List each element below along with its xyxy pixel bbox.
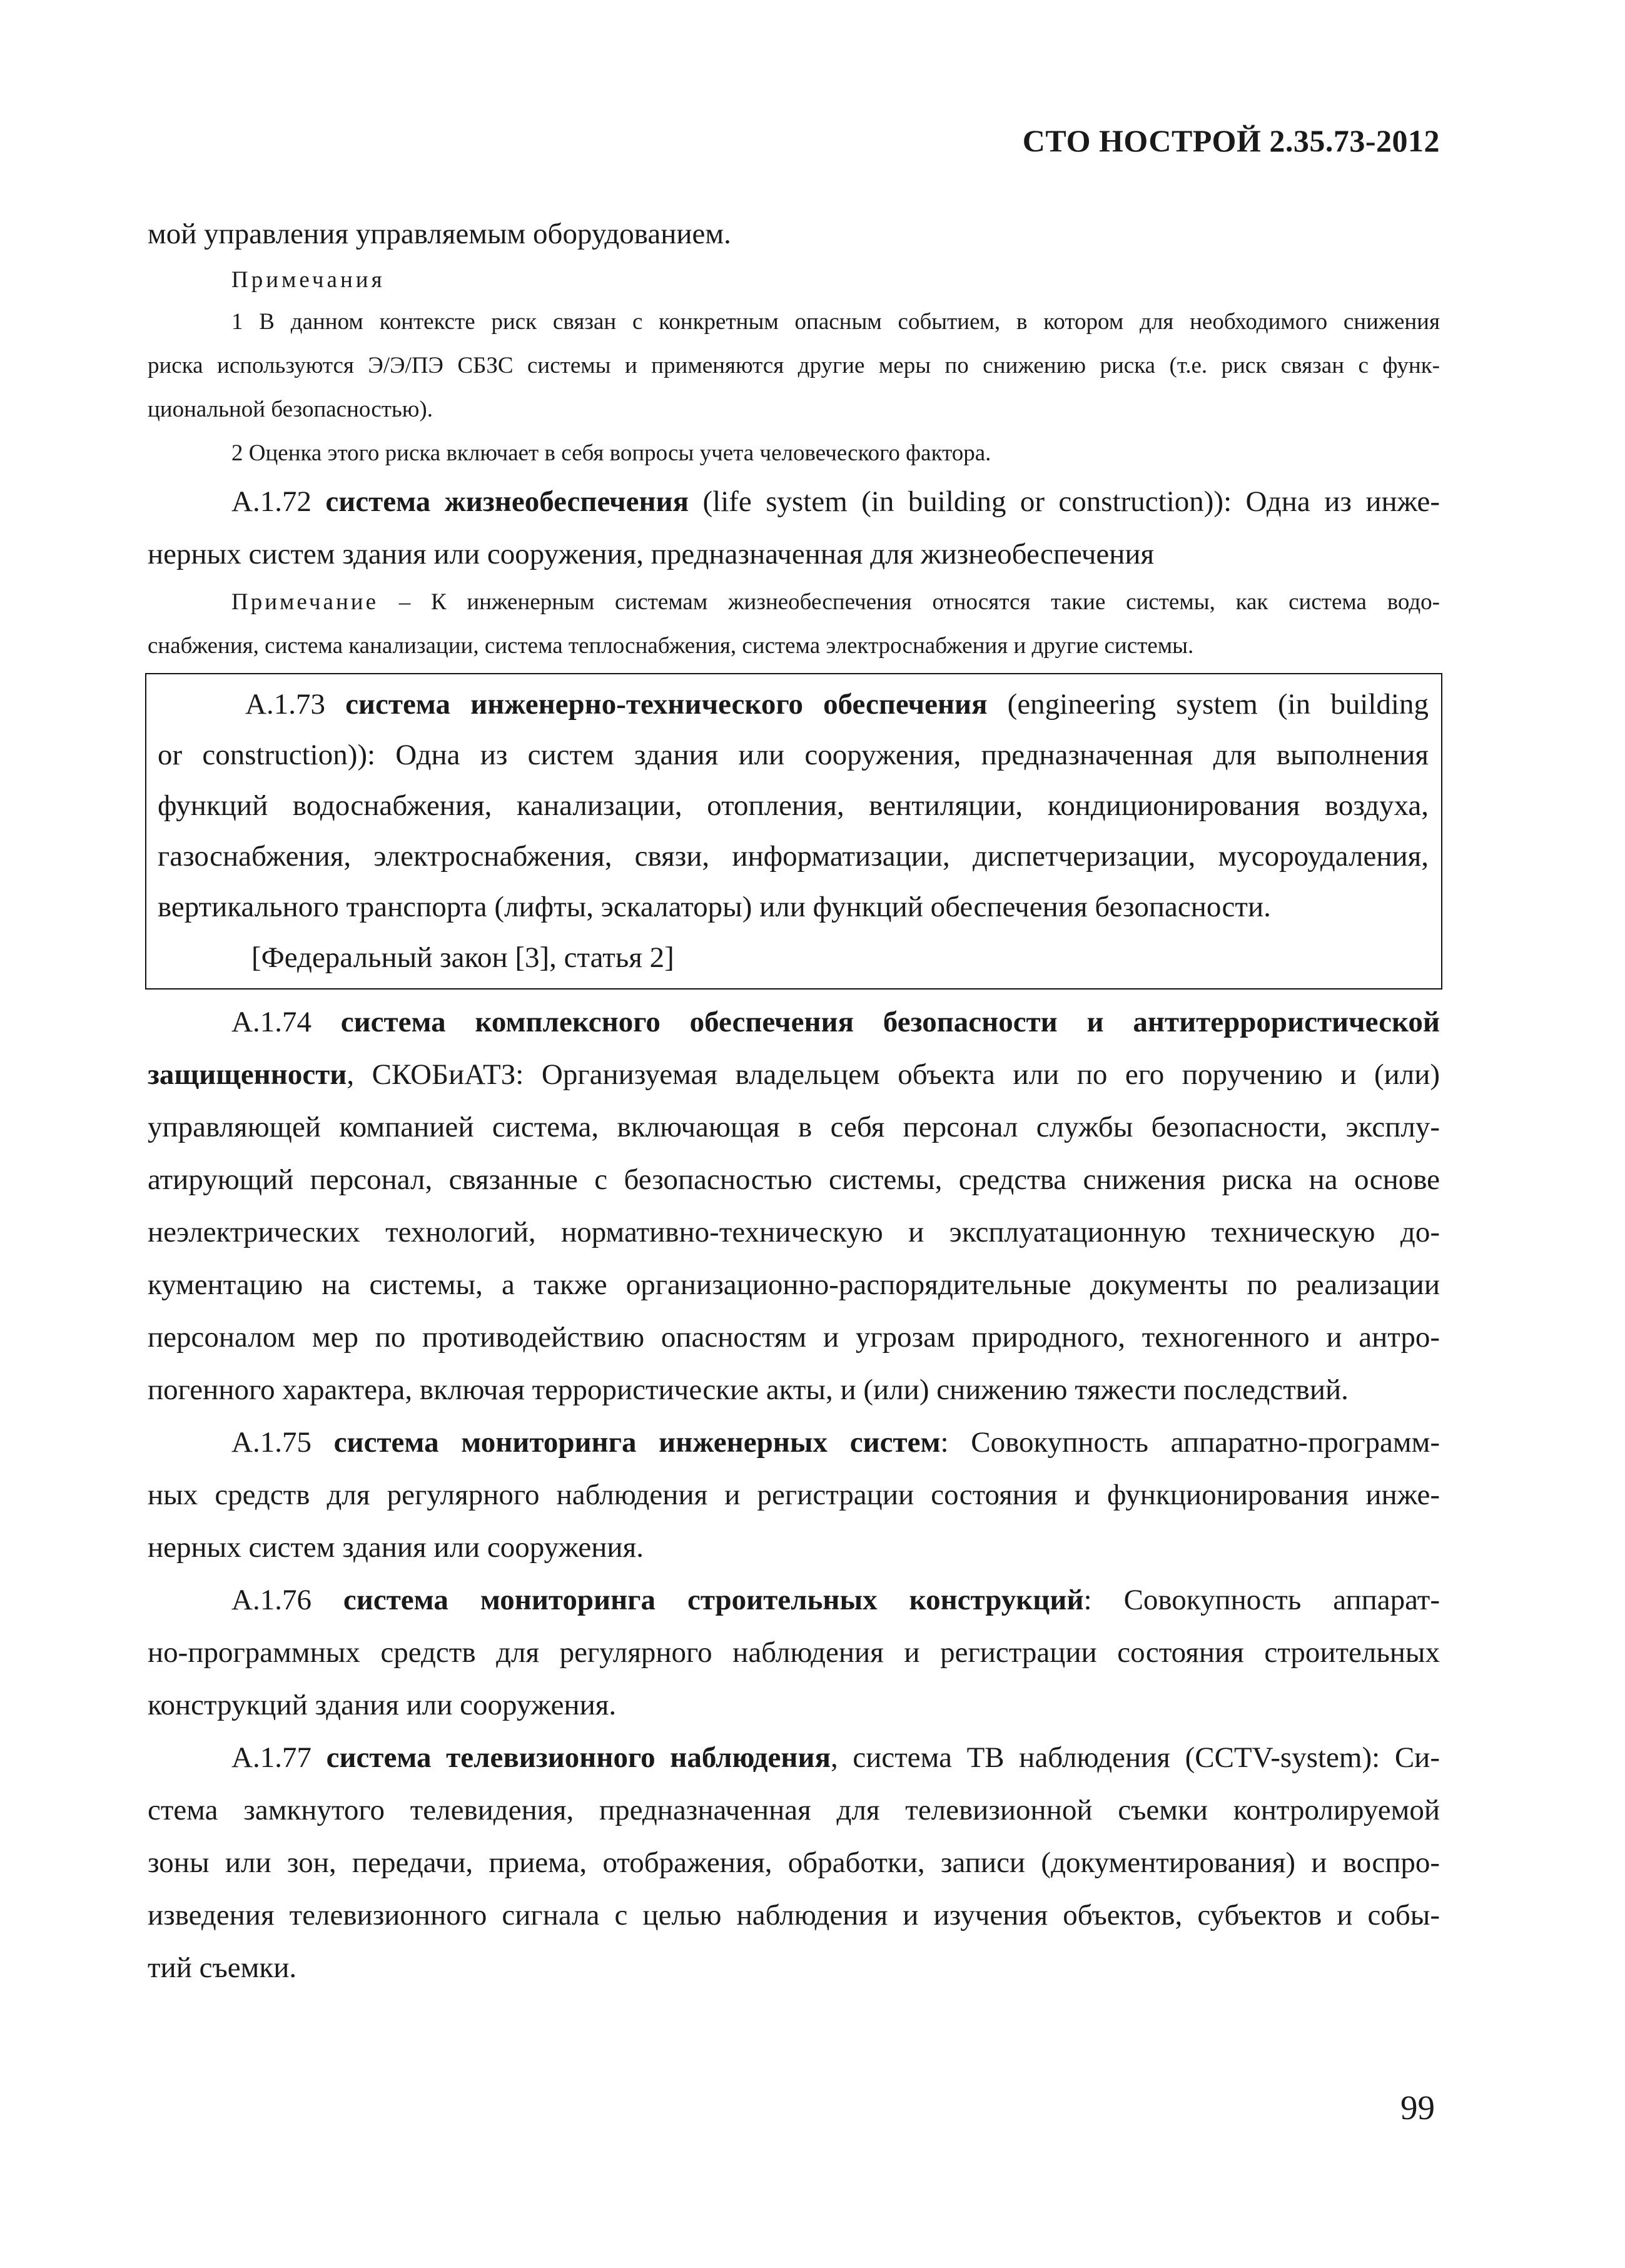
term-a177-line-5: тий съемки. xyxy=(148,1952,297,1984)
term-definition: (life system (in building or construction)): Одна из инже- xyxy=(689,485,1440,518)
term-name: система инженерно-технического обеспечения xyxy=(345,688,988,721)
term-a173-source: [Федеральный закон [3], статья 2] xyxy=(251,941,674,974)
term-name: система мониторинга строительных конструкций xyxy=(343,1584,1084,1616)
term-a175-line-3: нерных систем здания или сооружения. xyxy=(148,1531,644,1564)
term-definition: : Совокупность аппаратно-программ- xyxy=(940,1426,1440,1459)
term-a177-line-1 xyxy=(148,1731,1440,1784)
term-a176-line-2: но-программных средств для регулярного наблюдения и регистрации состояния строительных xyxy=(148,1636,1440,1669)
term-a174-line-8: погенного характера, включая террористические акты, и (или) снижению тяжести последствий. xyxy=(148,1374,1349,1406)
term-a176-line-1 xyxy=(148,1574,1440,1626)
document-code-header: СТО НОСТРОЙ 2.35.73-2012 xyxy=(1022,123,1440,158)
boxed-definition-a173 xyxy=(145,673,1442,990)
term-number: А.1.74 xyxy=(231,1006,341,1038)
term-a174-line-6: кументацию на системы, а также организационно-распорядительные документы по реализации xyxy=(148,1268,1440,1301)
term-number: А.1.77 xyxy=(231,1741,327,1774)
term-number: А.1.76 xyxy=(231,1584,343,1616)
page-number: 99 xyxy=(1400,2088,1435,2127)
term-a174-line-7: персоналом мер по противодействию опасностям и угрозам природного, техногенного и антро- xyxy=(148,1321,1440,1354)
term-name: система комплексного обеспечения безопасности и антитеррористической xyxy=(340,1006,1440,1038)
notes-heading: Примечания xyxy=(231,267,385,293)
term-a172-note-line-2: снабжения, система канализации, система теплоснабжения, система электроснабжения и другие системы. xyxy=(148,633,1194,659)
term-number: А.1.75 xyxy=(231,1426,334,1459)
term-a175-line-1 xyxy=(148,1416,1440,1469)
term-number: А.1.72 xyxy=(231,485,326,518)
term-a177-line-3: зоны или зон, передачи, приема, отображения, обработки, записи (документирования) и воспро- xyxy=(148,1846,1440,1879)
term-a174-line-5: неэлектрических технологий, нормативно-техническую и эксплуатационную техническую до- xyxy=(148,1216,1440,1248)
term-a174-line-2 xyxy=(148,1048,1440,1101)
term-definition: , система ТВ наблюдения (CCTV-system): Си- xyxy=(831,1741,1440,1774)
document-body xyxy=(148,208,1440,1994)
term-a176-line-3: конструкций здания или сооружения. xyxy=(148,1689,617,1721)
term-a172-note-line-1 xyxy=(148,580,1440,624)
term-a174-line-3: управляющей компанией система, включающая в себя персонал службы безопасности, эксплу- xyxy=(148,1111,1440,1143)
term-a175-line-2: ных средств для регулярного наблюдения и регистрации состояния и функционирования инже- xyxy=(148,1479,1440,1511)
term-definition: (engineering system (in building xyxy=(987,688,1429,721)
note-1-line-1: 1 В данном контексте риск связан с конкретным опасным событием, в котором для необходимого снижения xyxy=(231,309,1440,335)
term-a177-line-4: изведения телевизионного сигнала с целью наблюдения и изучения объектов, субъектов и собы- xyxy=(148,1899,1440,1931)
term-a173-line-3: функций водоснабжения, канализации, отопления, вентиляции, кондиционирования воздуха, xyxy=(158,789,1429,822)
term-a173-line-4: газоснабжения, электроснабжения, связи, информатизации, диспетчеризации, мусороудаления, xyxy=(158,840,1429,873)
term-a173-line-1 xyxy=(158,679,1429,730)
note-label: Примечание xyxy=(231,589,378,615)
note-1-line-3: циональной безопасностью). xyxy=(148,397,433,422)
term-a177-line-2: стема замкнутого телевидения, предназначенная для телевизионной съемки контролируемой xyxy=(148,1794,1440,1826)
term-a174-line-4: атирующий персонал, связанные с безопасностью системы, средства снижения риска на основе xyxy=(148,1163,1440,1196)
term-a172-line-2: нерных систем здания или сооружения, предназначенная для жизнеобеспечения xyxy=(148,538,1155,570)
note-2: 2 Оценка этого риска включает в себя вопросы учета человеческого фактора. xyxy=(231,440,991,466)
term-definition: : Совокупность аппарат- xyxy=(1083,1584,1440,1616)
term-name-cont: защищенности xyxy=(148,1058,347,1091)
term-a172-line-1 xyxy=(148,475,1440,528)
term-number: А.1.73 xyxy=(245,688,346,721)
paragraph-continuation: мой управления управляемым оборудованием. xyxy=(148,218,731,250)
term-a173-line-2: or construction)): Одна из систем здания или сооружения, предназначенная для выполнения xyxy=(158,739,1429,771)
term-name: система мониторинга инженерных систем xyxy=(333,1426,941,1459)
note-text: – К инженерным системам жизнеобеспечения относятся такие системы, как система водо- xyxy=(378,589,1440,615)
term-definition: , СКОБиАТЗ: Организуемая владельцем объекта или по его поручению и (или) xyxy=(347,1058,1440,1091)
note-1-line-2: риска используются Э/Э/ПЭ СБЗС системы и применяются другие меры по снижению риска (т.е. риск связан с функ- xyxy=(148,353,1440,378)
term-name: система жизнеобеспечения xyxy=(325,485,689,518)
term-a173-line-5: вертикального транспорта (лифты, эскалаторы) или функций обеспечения безопасности. xyxy=(158,891,1271,923)
term-name: система телевизионного наблюдения xyxy=(326,1741,831,1774)
term-a174-line-1 xyxy=(148,996,1440,1048)
